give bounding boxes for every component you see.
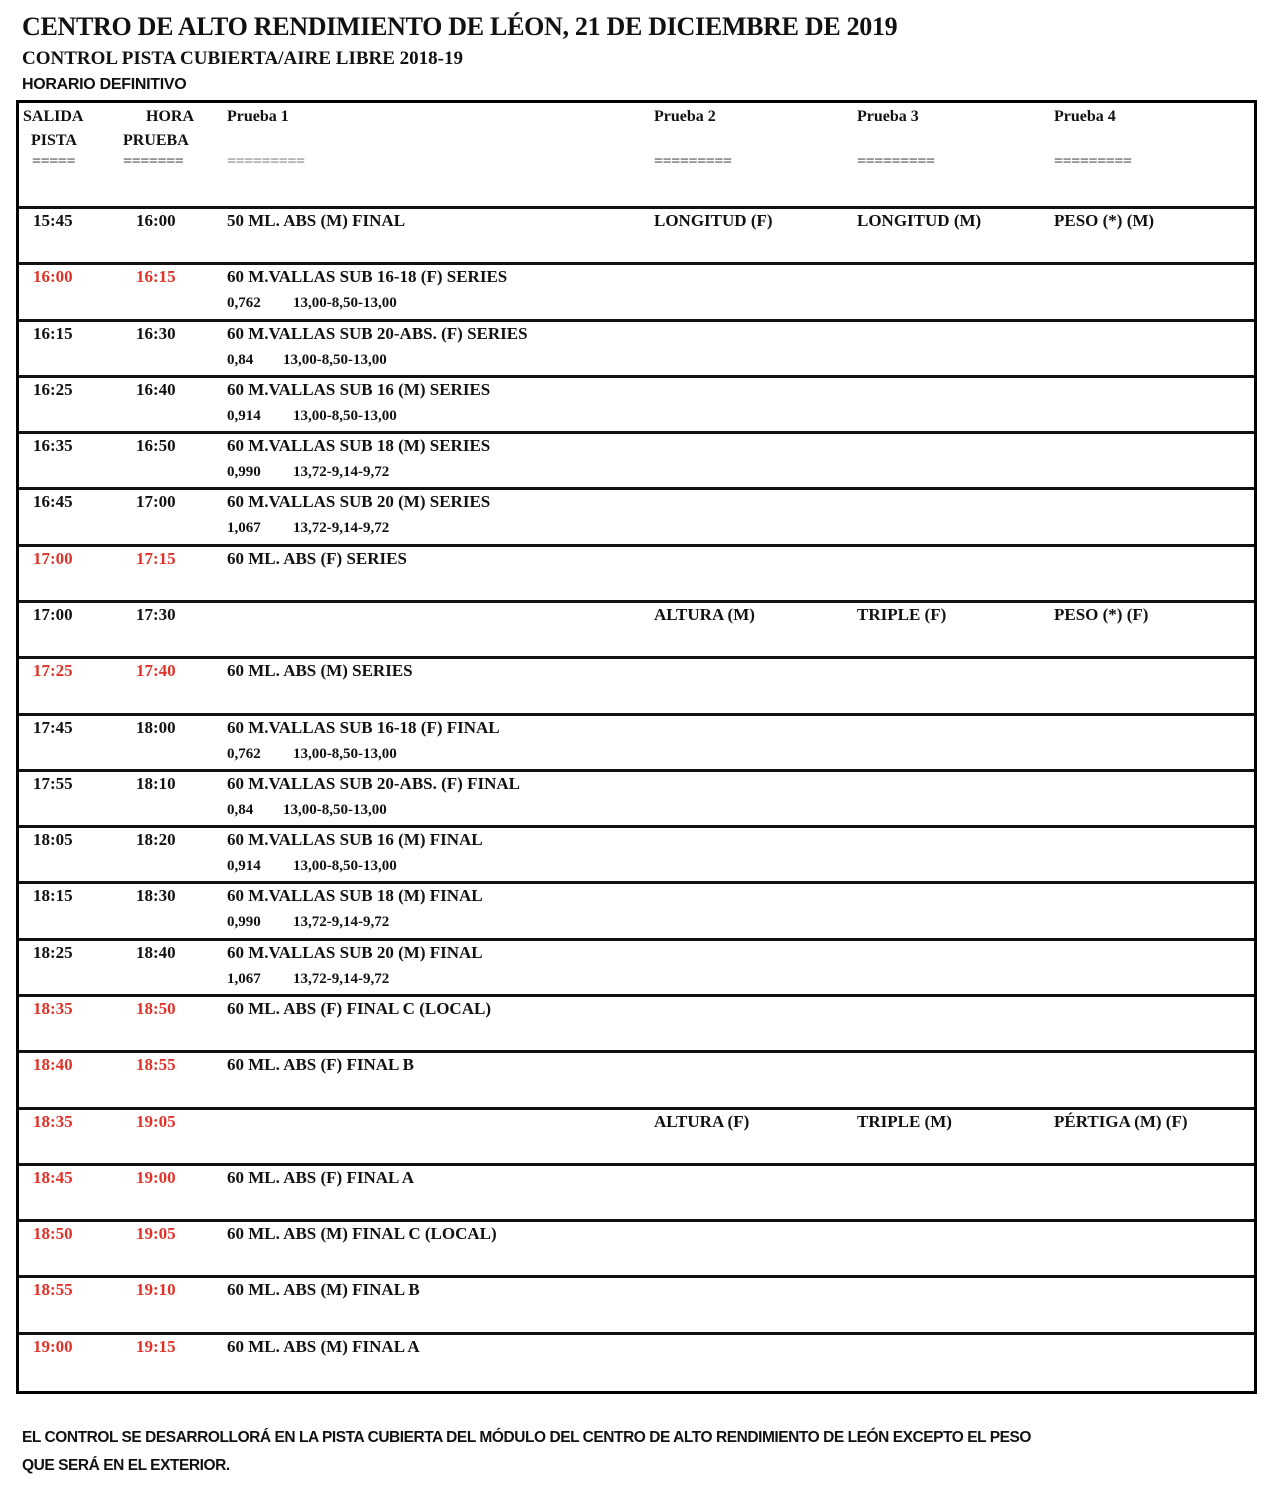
salida-pista-time: 18:25 <box>33 942 73 962</box>
prueba-1-event: 60 M.VALLAS SUB 16 (M) SERIES <box>227 379 491 399</box>
hora-prueba-time: 16:15 <box>136 267 176 287</box>
prueba-3-event: TRIPLE (M) <box>857 1111 952 1131</box>
table-row <box>19 265 1254 321</box>
table-row <box>19 603 1254 659</box>
table-header <box>19 103 1254 209</box>
salida-pista-time: 15:45 <box>33 211 73 230</box>
table-row <box>19 434 1254 490</box>
hurdle-spacing: 13,00-8,50-13,00 <box>293 295 397 312</box>
hora-prueba-time: 17:15 <box>136 548 176 568</box>
hora-prueba-time: 19:05 <box>136 1224 176 1244</box>
salida-pista-time: 16:15 <box>33 323 73 343</box>
hora-prueba-time: 19:15 <box>136 1336 176 1356</box>
header-pista: PISTA <box>31 132 77 149</box>
table-row <box>19 1222 1254 1278</box>
salida-pista-time: 17:00 <box>33 605 73 624</box>
hora-prueba-time: 18:40 <box>136 942 176 962</box>
hora-prueba-time: 17:40 <box>136 661 176 681</box>
header-prueba-3-rule: ========= <box>857 153 935 170</box>
header-salida: SALIDA <box>23 108 84 125</box>
prueba-1-event: 60 M.VALLAS SUB 20-ABS. (F) SERIES <box>227 323 528 343</box>
hurdle-height: 0,84 <box>227 801 254 818</box>
prueba-1-event: 60 ML. ABS (F) FINAL A <box>227 1167 415 1187</box>
header-prueba-4: Prueba 4 <box>1054 108 1116 125</box>
prueba-1-event: 60 ML. ABS (M) FINAL A <box>227 1336 420 1356</box>
header-hora-rule: ======= <box>123 153 184 170</box>
salida-pista-time: 16:35 <box>33 436 73 456</box>
table-row <box>19 941 1254 997</box>
prueba-2-event: ALTURA (M) <box>654 605 755 624</box>
hurdle-height: 0,84 <box>227 351 254 368</box>
hurdle-height: 0,914 <box>227 407 261 424</box>
table-row <box>19 547 1254 603</box>
prueba-4-event: PÉRTIGA (M) (F) <box>1054 1111 1188 1131</box>
hurdle-height: 0,762 <box>227 295 261 312</box>
salida-pista-time: 16:25 <box>33 379 73 399</box>
prueba-4-event: PESO (*) (M) <box>1054 211 1155 230</box>
prueba-1-event: 60 ML. ABS (M) SERIES <box>227 661 413 681</box>
hurdle-specs <box>227 408 397 425</box>
hurdle-specs <box>227 746 397 763</box>
hurdle-specs <box>227 295 397 312</box>
salida-pista-time: 17:00 <box>33 548 73 568</box>
prueba-1-event: 60 M.VALLAS SUB 16-18 (F) SERIES <box>227 267 508 287</box>
salida-pista-time: 16:45 <box>33 492 73 512</box>
schedule-table <box>16 100 1257 1394</box>
header-hora: HORA <box>146 108 194 125</box>
prueba-1-event: 50 ML. ABS (M) FINAL <box>227 211 406 230</box>
header-prueba-4-rule: ========= <box>1054 153 1132 170</box>
prueba-2-event: ALTURA (F) <box>654 1111 750 1131</box>
salida-pista-time: 18:45 <box>33 1167 73 1187</box>
table-row <box>19 659 1254 715</box>
salida-pista-time: 17:45 <box>33 717 73 737</box>
prueba-1-event: 60 M.VALLAS SUB 20 (M) FINAL <box>227 942 483 962</box>
prueba-3-event: LONGITUD (M) <box>857 211 982 230</box>
table-row <box>19 1053 1254 1109</box>
table-row <box>19 1335 1254 1391</box>
hora-prueba-time: 17:00 <box>136 492 176 512</box>
salida-pista-time: 18:50 <box>33 1224 73 1244</box>
prueba-1-event: 60 M.VALLAS SUB 16 (M) FINAL <box>227 830 483 850</box>
header-prueba-1: Prueba 1 <box>227 108 289 125</box>
hurdle-spacing: 13,00-8,50-13,00 <box>293 858 397 875</box>
hurdle-spacing: 13,00-8,50-13,00 <box>283 801 387 818</box>
hora-prueba-time: 19:10 <box>136 1280 176 1300</box>
hora-prueba-time: 19:05 <box>136 1111 176 1131</box>
hora-prueba-time: 18:30 <box>136 886 176 906</box>
prueba-1-event: 60 M.VALLAS SUB 16-18 (F) FINAL <box>227 717 500 737</box>
hurdle-specs <box>227 352 387 369</box>
document-title: CENTRO DE ALTO RENDIMIENTO DE LÉON, 21 DE DICIEMBRE DE 2019 <box>22 12 898 41</box>
footer-note <box>22 1424 1031 1480</box>
table-row <box>19 1110 1254 1166</box>
hurdle-specs <box>227 914 389 931</box>
prueba-1-event: 60 ML. ABS (F) FINAL B <box>227 1055 415 1075</box>
salida-pista-time: 18:35 <box>33 1111 73 1131</box>
salida-pista-time: 17:25 <box>33 661 73 681</box>
salida-pista-time: 19:00 <box>33 1336 73 1356</box>
table-row <box>19 209 1254 265</box>
table-row <box>19 828 1254 884</box>
hurdle-spacing: 13,72-9,14-9,72 <box>293 914 390 931</box>
hurdle-spacing: 13,00-8,50-13,00 <box>293 745 397 762</box>
footer-line-1: EL CONTROL SE DESARROLLORÁ EN LA PISTA CUBIERTA DEL MÓDULO DEL CENTRO DE ALTO RENDIMIENTO DE LEÓN EXCEPTO EL PESO <box>22 1429 1031 1446</box>
hora-prueba-time: 18:55 <box>136 1055 176 1075</box>
prueba-1-event: 60 M.VALLAS SUB 18 (M) FINAL <box>227 886 483 906</box>
prueba-1-event: 60 M.VALLAS SUB 20-ABS. (F) FINAL <box>227 773 520 793</box>
prueba-1-event: 60 ML. ABS (M) FINAL C (LOCAL) <box>227 1224 497 1244</box>
hora-prueba-time: 18:50 <box>136 999 176 1018</box>
hurdle-specs <box>227 802 387 819</box>
document-subtitle: CONTROL PISTA CUBIERTA/AIRE LIBRE 2018-19 <box>22 48 463 69</box>
prueba-1-event: 60 ML. ABS (M) FINAL B <box>227 1280 420 1300</box>
hora-prueba-time: 18:10 <box>136 773 176 793</box>
table-row <box>19 884 1254 940</box>
salida-pista-time: 17:55 <box>33 773 73 793</box>
prueba-1-event: 60 M.VALLAS SUB 20 (M) SERIES <box>227 492 491 512</box>
hora-prueba-time: 17:30 <box>136 605 176 624</box>
salida-pista-time: 18:55 <box>33 1280 73 1300</box>
hurdle-height: 0,914 <box>227 858 261 875</box>
hurdle-spacing: 13,00-8,50-13,00 <box>293 407 397 424</box>
salida-pista-time: 16:00 <box>33 267 73 287</box>
table-row <box>19 1278 1254 1334</box>
hora-prueba-time: 18:20 <box>136 830 176 850</box>
table-row <box>19 997 1254 1053</box>
hora-prueba-time: 16:30 <box>136 323 176 343</box>
header-prueba: PRUEBA <box>123 132 189 149</box>
prueba-4-event: PESO (*) (F) <box>1054 605 1149 624</box>
prueba-3-event: TRIPLE (F) <box>857 605 947 624</box>
prueba-1-event: 60 ML. ABS (F) SERIES <box>227 548 407 568</box>
table-row <box>19 716 1254 772</box>
header-prueba-3: Prueba 3 <box>857 108 919 125</box>
prueba-1-event: 60 ML. ABS (F) FINAL C (LOCAL) <box>227 999 491 1018</box>
header-prueba-2-rule: ========= <box>654 153 732 170</box>
schedule-label: HORARIO DEFINITIVO <box>22 76 187 93</box>
hurdle-height: 0,762 <box>227 745 261 762</box>
hora-prueba-time: 16:50 <box>136 436 176 456</box>
hurdle-height: 0,990 <box>227 914 261 931</box>
hora-prueba-time: 16:40 <box>136 379 176 399</box>
hurdle-specs <box>227 464 389 481</box>
footer-line-2: QUE SERÁ EN EL EXTERIOR. <box>22 1457 230 1474</box>
table-row <box>19 1166 1254 1222</box>
hora-prueba-time: 18:00 <box>136 717 176 737</box>
hurdle-spacing: 13,72-9,14-9,72 <box>293 464 390 481</box>
prueba-1-event: 60 M.VALLAS SUB 18 (M) SERIES <box>227 436 491 456</box>
header-prueba-1-rule: ========= <box>227 153 305 170</box>
header-salida-rule: ===== <box>32 153 76 170</box>
hurdle-specs <box>227 971 389 988</box>
header-prueba-2: Prueba 2 <box>654 108 716 125</box>
hurdle-height: 1,067 <box>227 520 261 537</box>
hurdle-height: 0,990 <box>227 464 261 481</box>
salida-pista-time: 18:15 <box>33 886 73 906</box>
hurdle-specs <box>227 858 397 875</box>
hurdle-spacing: 13,72-9,14-9,72 <box>293 520 390 537</box>
hurdle-spacing: 13,00-8,50-13,00 <box>283 351 387 368</box>
hurdle-spacing: 13,72-9,14-9,72 <box>293 970 390 987</box>
salida-pista-time: 18:40 <box>33 1055 73 1075</box>
hurdle-specs <box>227 520 389 537</box>
hora-prueba-time: 16:00 <box>136 211 176 230</box>
hurdle-height: 1,067 <box>227 970 261 987</box>
salida-pista-time: 18:05 <box>33 830 73 850</box>
prueba-2-event: LONGITUD (F) <box>654 211 773 230</box>
table-row <box>19 490 1254 546</box>
hora-prueba-time: 19:00 <box>136 1167 176 1187</box>
table-row <box>19 772 1254 828</box>
table-row <box>19 322 1254 378</box>
salida-pista-time: 18:35 <box>33 999 73 1018</box>
table-row <box>19 378 1254 434</box>
